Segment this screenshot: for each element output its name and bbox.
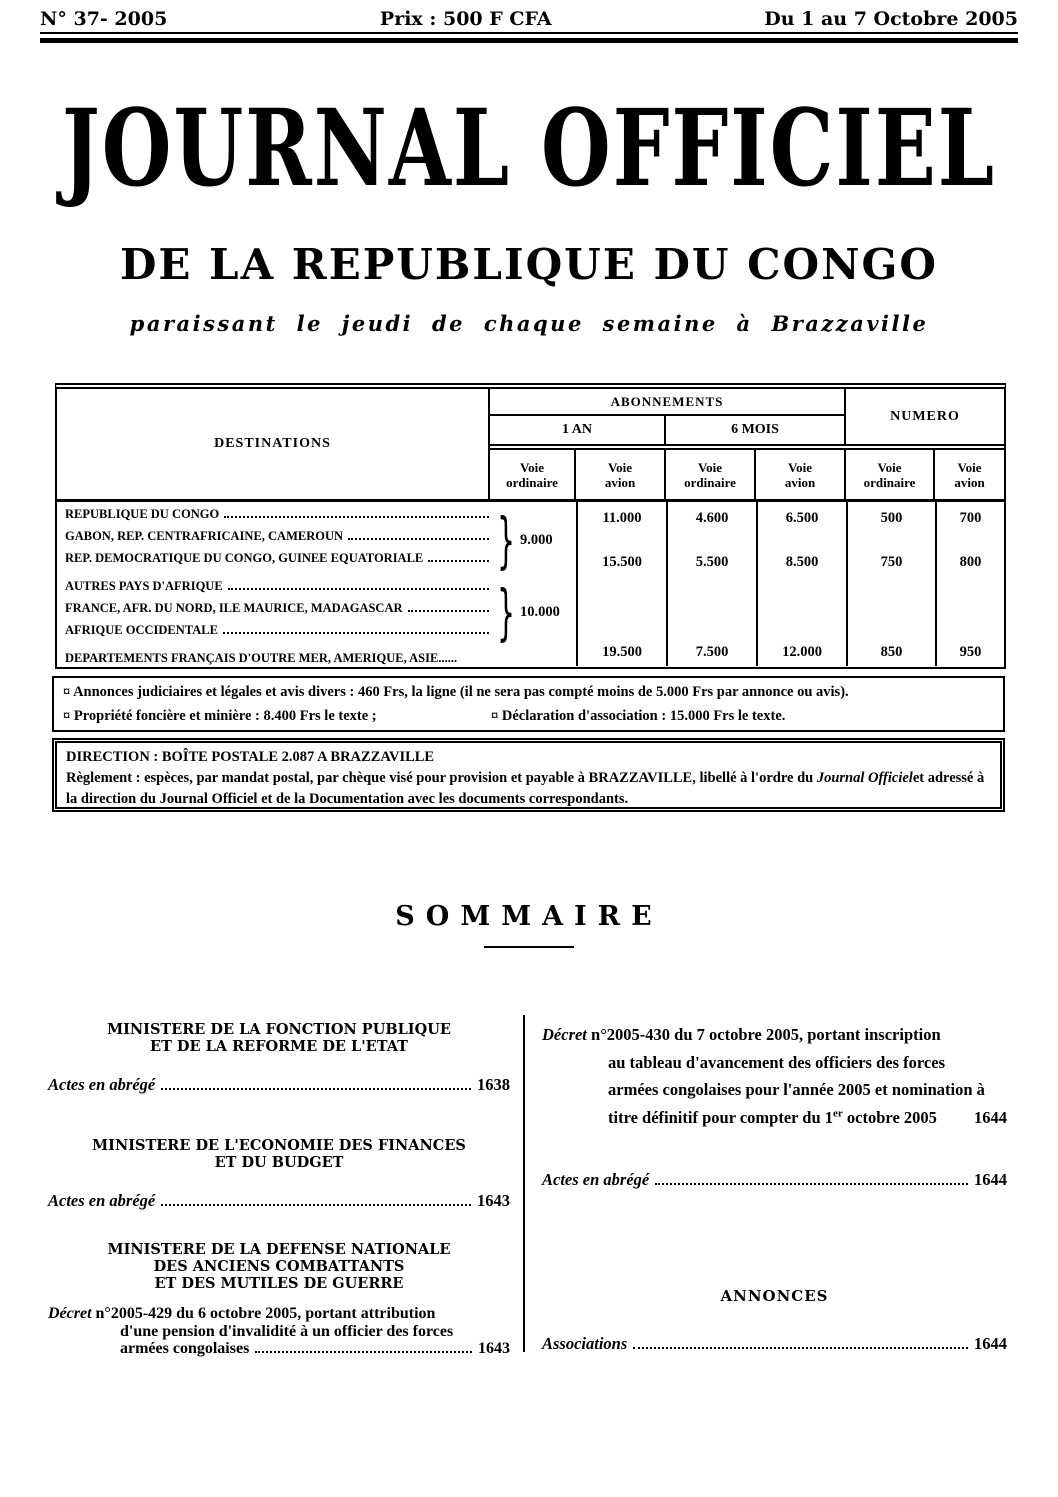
voie-label: Voie — [519, 459, 545, 475]
header-rule-thick — [40, 38, 1018, 43]
ministry-heading-fonction-publique — [48, 1021, 510, 1055]
fare-value: 15.500 — [602, 554, 642, 570]
destination-line — [65, 579, 494, 601]
heading-line: DES ANCIENS COMBATTANTS — [153, 1258, 405, 1275]
decree-text: armées congolaises — [120, 1340, 250, 1357]
fare-value: 5.500 — [695, 554, 729, 570]
destination-line — [65, 651, 576, 673]
fare-value: 800 — [959, 554, 982, 570]
destination-label: AUTRES PAYS D'AFRIQUE — [65, 579, 223, 593]
decree-text: titre définitif pour compter du 1 — [608, 1107, 834, 1127]
fare-value: 6.500 — [785, 510, 819, 526]
voie-ordinaire-header — [666, 450, 756, 499]
direction-payment — [66, 768, 991, 810]
numero-header: NUMERO — [890, 408, 960, 424]
bullet-icon: ¤ — [63, 708, 71, 724]
fare-value: 12.000 — [782, 644, 822, 660]
date-range: Du 1 au 7 Octobre 2005 — [764, 8, 1018, 30]
journal-subtitle: DE LA REPUBLIQUE DU CONGO — [120, 240, 938, 289]
voie-ordinaire-header — [490, 450, 576, 499]
issue-number: N° 37- 2005 — [40, 8, 168, 30]
decree-line: au tableau d'avancement des officiers des forces — [608, 1052, 945, 1072]
payment-text-continued: et adressé à la direction du Journal Officiel et de la Documentation avec les documents correspondants. — [66, 770, 985, 807]
heading-line: MINISTERE DE L'ECONOMIE DES FINANCES — [92, 1137, 466, 1154]
destination-line — [65, 529, 494, 551]
group-brace: } — [497, 504, 515, 576]
six-months-header: 6 MOIS — [666, 416, 846, 444]
summary-left-column — [48, 1015, 510, 1358]
decree-entry-429 — [48, 1305, 510, 1358]
tariff-item — [491, 708, 785, 725]
toc-page-number: 1644 — [974, 1334, 1007, 1353]
voie-avion-header — [576, 450, 666, 499]
decree-text: n°2005-430 du 7 octobre 2005, portant inscription — [586, 1025, 941, 1044]
toc-entry — [542, 1334, 1007, 1354]
destination-line — [65, 507, 494, 529]
toc-label: Actes en abrégé — [542, 1170, 650, 1189]
tariff-box — [52, 676, 1005, 732]
dotted-leader — [428, 560, 489, 562]
toc-label: Actes en abrégé — [48, 1191, 156, 1210]
dotted-leader — [633, 1347, 968, 1349]
fare-value: 950 — [959, 644, 982, 660]
avion-label: avion — [784, 474, 816, 490]
destination-group — [65, 576, 576, 648]
fare-value: 19.500 — [602, 644, 642, 660]
dotted-leader — [655, 1183, 968, 1185]
dotted-leader — [161, 1088, 471, 1090]
journal-tagline: paraissant le jeudi de chaque semaine à Brazzaville — [129, 311, 929, 336]
decree-entry-430 — [542, 1021, 1007, 1131]
price-label: Prix : 500 F CFA — [379, 8, 552, 30]
toc-entry — [542, 1170, 1007, 1190]
heading-line: MINISTERE DE LA DEFENSE NATIONALE — [107, 1241, 451, 1258]
tariff-item — [63, 684, 994, 701]
annonces-heading: ANNONCES — [720, 1287, 829, 1305]
direction-address: DIRECTION : BOÎTE POSTALE 2.087 A BRAZZAVILLE — [66, 749, 435, 765]
fare-value: 8.500 — [785, 554, 819, 570]
decree-line — [542, 1021, 1007, 1049]
one-year-header: 1 AN — [490, 416, 666, 444]
toc-entry — [48, 1075, 510, 1095]
bullet-icon: ¤ — [63, 684, 71, 700]
voie-label: Voie — [697, 459, 723, 475]
subscription-table-header — [57, 389, 1004, 502]
ordinaire-label: ordinaire — [684, 474, 736, 490]
fare-value: 500 — [880, 510, 903, 526]
toc-page-number: 1644 — [974, 1107, 1007, 1127]
tariff-text: Annonces judiciaires et légales et avis divers : 460 Frs, la ligne (il ne sera pas compté moins de 5.000 Frs par annonce ou avis). — [73, 684, 849, 700]
heading-line: ET DU BUDGET — [214, 1154, 344, 1171]
ordinaire-label: ordinaire — [863, 474, 916, 490]
decree-line: armées congolaises pour l'année 2005 et nomination à — [608, 1080, 985, 1099]
journal-officiel-emphasis: Journal Officiel — [816, 770, 913, 786]
dotted-leader — [348, 538, 489, 540]
destinations-header: DESTINATIONS — [57, 389, 490, 499]
decree-line: d'une pension d'invalidité à un officier des forces — [120, 1322, 454, 1340]
heading-line: MINISTERE DE LA FONCTION PUBLIQUE — [107, 1021, 451, 1038]
fare-value: 11.000 — [602, 510, 642, 526]
toc-entry — [48, 1191, 510, 1211]
decree-text — [608, 1104, 937, 1132]
destination-line — [65, 551, 494, 573]
subscription-table — [55, 383, 1006, 669]
tariff-item — [63, 708, 377, 724]
destination-label: REP. DEMOCRATIQUE DU CONGO, GUINEE EQUATORIALE — [65, 551, 424, 565]
destination-line — [65, 601, 494, 623]
summary-right-column — [542, 1015, 1007, 1354]
tariff-text: Déclaration d'association : 15.000 Frs le texte. — [501, 708, 786, 724]
summary-column-divider — [523, 1015, 525, 1352]
voie-label: Voie — [877, 459, 902, 475]
destination-label: DEPARTEMENTS FRANÇAIS D'OUTRE MER, AMERIQUE, ASIE...... — [65, 651, 458, 665]
decree-text: octobre 2005 — [842, 1107, 937, 1127]
avion-label: avion — [954, 474, 985, 490]
sommaire-title: SOMMAIRE — [395, 901, 663, 932]
dotted-leader — [223, 632, 489, 634]
dotted-leader — [408, 610, 490, 612]
heading-line: ET DES MUTILES DE GUERRE — [154, 1275, 404, 1292]
toc-page-number: 1644 — [974, 1170, 1007, 1189]
header-rule-thin — [40, 32, 1018, 34]
destinations-area — [57, 502, 576, 666]
tariff-line — [63, 708, 994, 725]
decree-line — [608, 1104, 1007, 1132]
voie-label: Voie — [957, 459, 982, 475]
voie-label: Voie — [607, 459, 633, 475]
destination-label: AFRIQUE OCCIDENTALE — [65, 623, 218, 637]
voie-avion-header — [935, 450, 1004, 499]
ministry-heading-economie — [48, 1137, 510, 1171]
subscription-table-body — [57, 502, 1004, 666]
ministry-heading-defense — [48, 1241, 510, 1292]
decree-lead: Décret — [48, 1305, 92, 1322]
dotted-leader — [255, 1351, 472, 1353]
voie-ordinaire-header — [846, 450, 935, 499]
journal-title: JOURNAL OFFICIEL — [61, 86, 997, 211]
toc-label: Actes en abrégé — [48, 1075, 156, 1094]
dotted-leader — [224, 516, 489, 518]
decree-line — [48, 1305, 510, 1323]
fare-value: 7.500 — [695, 644, 729, 660]
group-price: 10.000 — [520, 603, 560, 620]
decree-text: n°2005-429 du 6 octobre 2005, portant attribution — [91, 1305, 436, 1322]
direction-box — [52, 738, 1005, 812]
ordinal-superscript: er — [833, 1107, 843, 1119]
heading-line: ET DE LA REFORME DE L'ETAT — [150, 1038, 408, 1055]
tariff-text: Propriété foncière et minière : 8.400 Frs le texte ; — [73, 708, 377, 724]
fare-value: 4.600 — [695, 510, 729, 526]
toc-label: Associations — [542, 1334, 628, 1353]
toc-page-number: 1643 — [477, 1191, 510, 1210]
destination-label: GABON, REP. CENTRAFRICAINE, CAMEROUN — [65, 529, 344, 543]
dotted-leader — [228, 588, 490, 590]
destination-label: FRANCE, AFR. DU NORD, ILE MAURICE, MADAGASCAR — [65, 601, 403, 615]
destination-group — [65, 651, 576, 673]
bullet-icon: ¤ — [491, 708, 499, 724]
ordinaire-label: ordinaire — [506, 474, 558, 490]
group-price: 9.000 — [520, 531, 553, 548]
group-brace: } — [497, 576, 515, 648]
payment-text: Règlement : espèces, par mandat postal, par chèque visé pour provision et payable à BRAZZAVILLE, libellé à l'ordre du — [66, 770, 817, 786]
toc-page-number: 1643 — [478, 1340, 510, 1357]
fare-value: 700 — [959, 510, 982, 526]
decree-line — [120, 1340, 510, 1358]
avion-label: avion — [604, 474, 636, 490]
destination-line — [65, 623, 494, 645]
dotted-leader — [161, 1204, 471, 1206]
decree-lead: Décret — [542, 1025, 587, 1044]
destination-label: REPUBLIQUE DU CONGO — [65, 507, 220, 521]
sommaire-underline — [484, 946, 574, 948]
destination-group — [65, 504, 576, 576]
fare-value: 850 — [880, 644, 903, 660]
top-bar — [40, 8, 1018, 30]
abonnements-header: ABONNEMENTS — [490, 389, 846, 416]
fare-value: 750 — [880, 554, 903, 570]
voie-avion-header — [756, 450, 846, 499]
voie-label: Voie — [787, 459, 813, 475]
toc-page-number: 1638 — [477, 1075, 510, 1094]
